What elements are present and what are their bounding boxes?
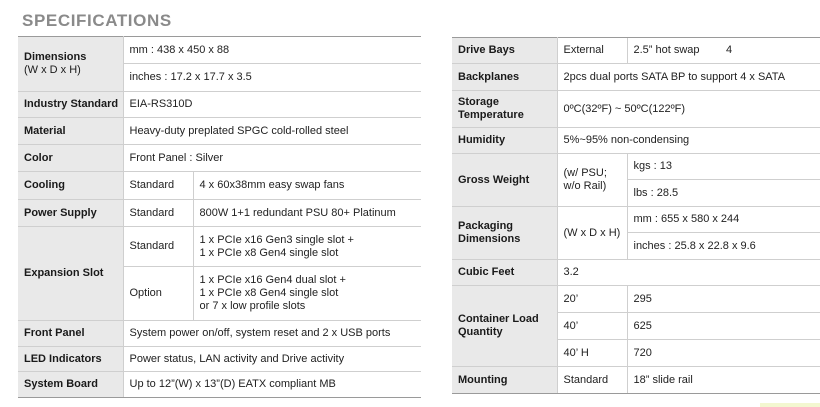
specifications-table-left <box>18 36 421 398</box>
front-panel-label: Front Panel <box>18 321 123 347</box>
packaging-inches-value: inches : 25.8 x 22.8 x 9.6 <box>627 233 820 260</box>
material-label: Material <box>18 118 123 145</box>
storage-temperature-value: 0ºC(32ºF) ~ 50ºC(122ºF) <box>557 91 820 128</box>
drive-bays-label: Drive Bays <box>452 38 557 64</box>
color-value: Front Panel : Silver <box>123 145 421 172</box>
led-indicators-label: LED Indicators <box>18 347 123 372</box>
mounting-value: 18” slide rail <box>627 367 820 394</box>
industry-standard-value: EIA-RS310D <box>123 92 421 118</box>
container-size-20: 20’ <box>557 286 627 313</box>
gross-weight-condition: (w/ PSU; w/o Rail) <box>557 154 627 207</box>
container-load-label: Container Load Quantity <box>452 286 557 367</box>
storage-temperature-label: Storage Temperature <box>452 91 557 128</box>
dimensions-mm-value: mm : 438 x 450 x 88 <box>123 37 421 64</box>
backplanes-value: 2pcs dual ports SATA BP to support 4 x SATA <box>557 64 820 91</box>
dimensions-label: Dimensions (W x D x H) <box>18 37 123 92</box>
drive-bays-size: 2.5” hot swap <box>627 38 720 64</box>
cubic-feet-label: Cubic Feet <box>452 260 557 286</box>
gross-weight-lbs: lbs : 28.5 <box>627 180 820 207</box>
container-qty-40h: 720 <box>627 340 820 367</box>
mounting-type: Standard <box>557 367 627 394</box>
specifications-table-right <box>452 37 820 394</box>
expansion-slot-label: Expansion Slot <box>18 227 123 321</box>
cooling-label: Cooling <box>18 172 123 200</box>
power-supply-label: Power Supply <box>18 200 123 227</box>
expansion-standard-value: 1 x PCIe x16 Gen3 single slot + 1 x PCIe x8 Gen4 single slot <box>193 227 421 267</box>
packaging-dimensions-unit: (W x D x H) <box>557 207 627 260</box>
led-indicators-value: Power status, LAN activity and Drive activity <box>123 347 421 372</box>
system-board-label: System Board <box>18 372 123 398</box>
container-qty-40: 625 <box>627 313 820 340</box>
expansion-standard-type: Standard <box>123 227 193 267</box>
power-supply-value: 800W 1+1 redundant PSU 80+ Platinum <box>193 200 421 227</box>
cubic-feet-value: 3.2 <box>557 260 820 286</box>
expansion-option-type: Option <box>123 267 193 321</box>
corner-decoration <box>760 403 820 407</box>
packaging-dimensions-label: Packaging Dimensions <box>452 207 557 260</box>
industry-standard-label: Industry Standard <box>18 92 123 118</box>
front-panel-value: System power on/off, system reset and 2 x USB ports <box>123 321 421 347</box>
container-size-40: 40’ <box>557 313 627 340</box>
packaging-mm-value: mm : 655 x 580 x 244 <box>627 207 820 233</box>
cooling-value: 4 x 60x38mm easy swap fans <box>193 172 421 200</box>
expansion-option-value: 1 x PCIe x16 Gen4 dual slot + 1 x PCIe x8 Gen4 single slot or 7 x low profile slots <box>193 267 421 321</box>
material-value: Heavy-duty preplated SPGC cold-rolled steel <box>123 118 421 145</box>
gross-weight-kgs: kgs : 13 <box>627 154 820 180</box>
humidity-value: 5%~95% non-condensing <box>557 128 820 154</box>
page-title: SPECIFICATIONS <box>22 11 172 30</box>
dimensions-inches-value: inches : 17.2 x 17.7 x 3.5 <box>123 64 421 92</box>
color-label: Color <box>18 145 123 172</box>
gross-weight-label: Gross Weight <box>452 154 557 207</box>
power-supply-type: Standard <box>123 200 193 227</box>
cooling-type: Standard <box>123 172 193 200</box>
drive-bays-count: 4 <box>720 38 820 64</box>
container-qty-20: 295 <box>627 286 820 313</box>
humidity-label: Humidity <box>452 128 557 154</box>
mounting-label: Mounting <box>452 367 557 394</box>
container-size-40h: 40’ H <box>557 340 627 367</box>
system-board-value: Up to 12”(W) x 13”(D) EATX compliant MB <box>123 372 421 398</box>
backplanes-label: Backplanes <box>452 64 557 91</box>
drive-bays-type: External <box>557 38 627 64</box>
